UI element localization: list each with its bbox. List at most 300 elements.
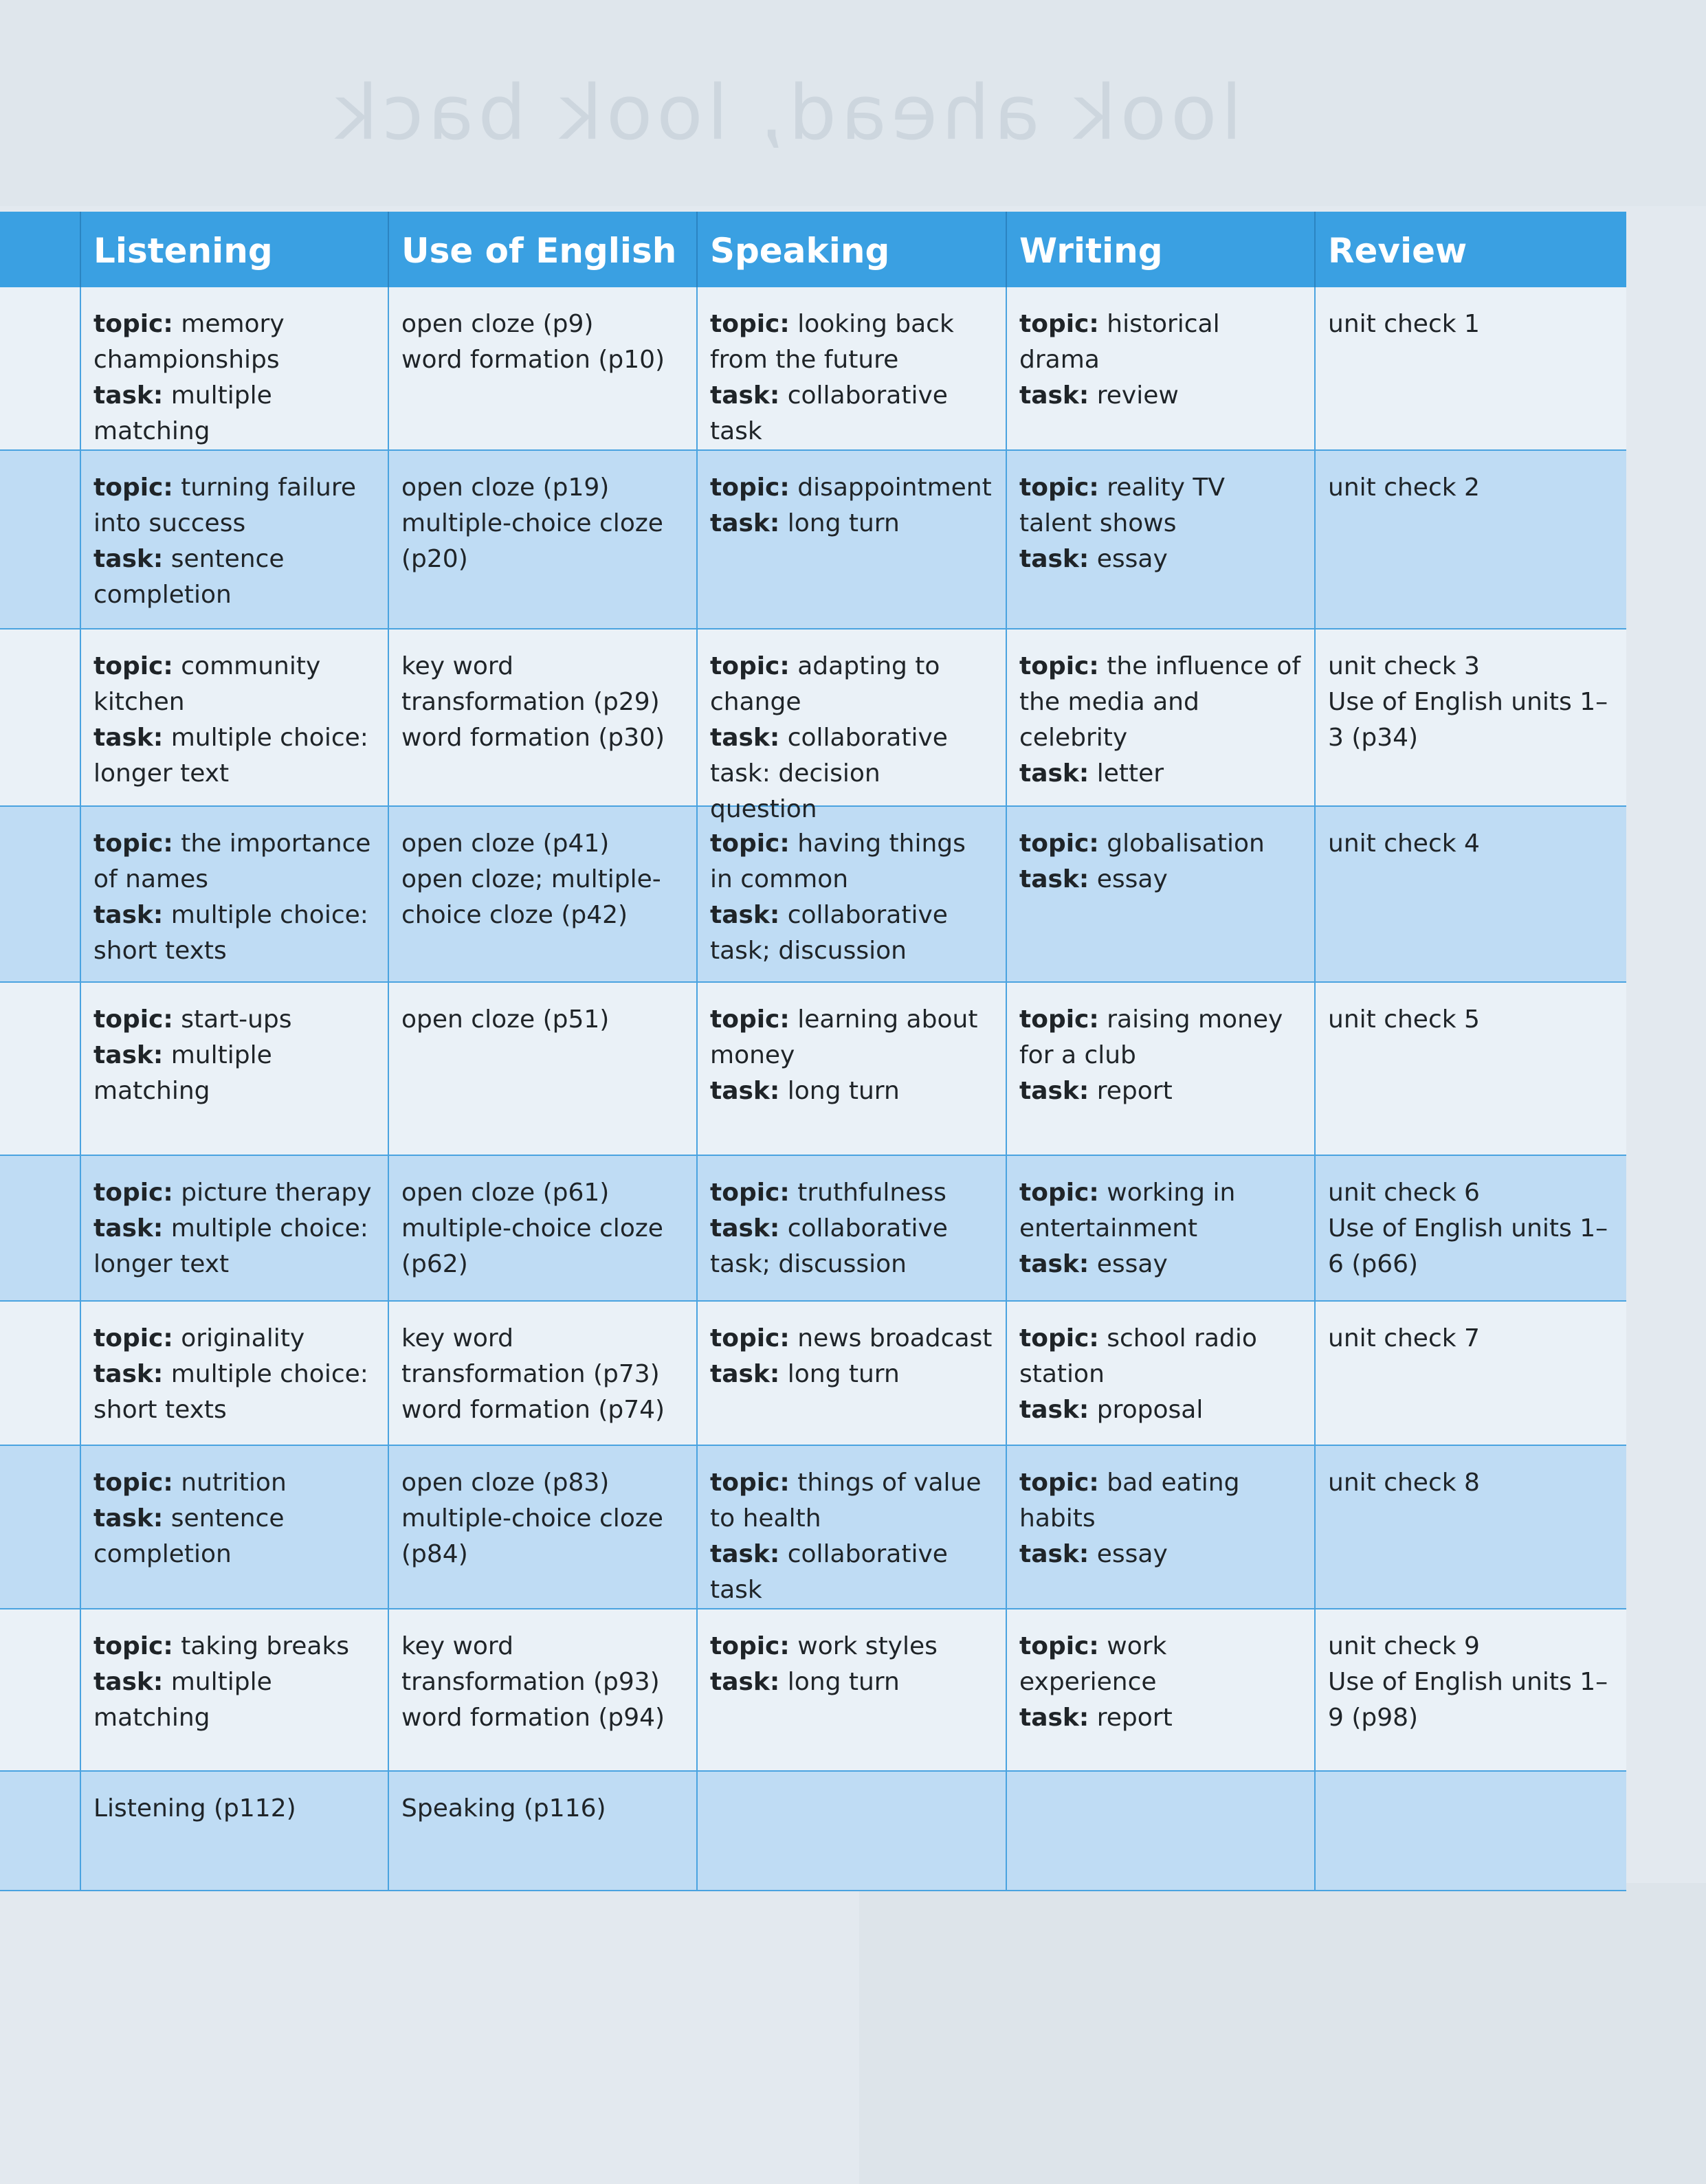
entry-text: truthfulness bbox=[797, 1179, 946, 1207]
header-writing: Writing bbox=[1006, 212, 1314, 287]
entry-text: working in entertainment bbox=[1019, 1179, 1236, 1243]
entry-text: key word transformation (p73) bbox=[401, 1324, 660, 1388]
entry-line bbox=[1328, 1465, 1614, 1501]
cell-writing bbox=[1006, 1772, 1314, 1890]
table-row bbox=[0, 1609, 1626, 1772]
topic-label: topic: bbox=[710, 473, 790, 502]
entry-line bbox=[1328, 307, 1614, 342]
task-label: task: bbox=[710, 509, 780, 537]
task-label: task: bbox=[93, 901, 164, 929]
task-line bbox=[93, 1664, 375, 1736]
table-row bbox=[0, 983, 1626, 1156]
entry-line bbox=[401, 862, 684, 933]
row-spacer bbox=[0, 807, 80, 981]
topic-label: topic: bbox=[1019, 652, 1099, 680]
entry-line bbox=[1328, 470, 1614, 506]
task-label: task: bbox=[710, 1214, 780, 1243]
topic-label: topic: bbox=[93, 1005, 173, 1034]
entry-text: Use of English units 1–9 (p98) bbox=[1328, 1668, 1608, 1732]
cell-use-of-english bbox=[388, 1772, 696, 1890]
entry-text: report bbox=[1096, 1704, 1173, 1732]
entry-text: the influence of the media and celebrity bbox=[1019, 652, 1301, 752]
task-label: task: bbox=[1019, 1540, 1089, 1568]
topic-line bbox=[710, 470, 993, 506]
entry-line bbox=[1328, 684, 1614, 756]
cell-use-of-english bbox=[388, 451, 696, 628]
entry-text: multiple-choice cloze (p84) bbox=[401, 1504, 663, 1568]
task-line bbox=[93, 1501, 375, 1572]
entry-text: multiple-choice cloze (p20) bbox=[401, 509, 663, 573]
entry-text: open cloze (p19) bbox=[401, 473, 610, 502]
cell-listening bbox=[80, 1156, 388, 1300]
cell-writing bbox=[1006, 451, 1314, 628]
entry-text: open cloze (p51) bbox=[401, 1005, 610, 1034]
cell-writing bbox=[1006, 629, 1314, 805]
entry-text: essay bbox=[1096, 545, 1168, 573]
topic-line bbox=[1019, 1465, 1302, 1537]
task-line bbox=[1019, 1392, 1302, 1428]
mirrored-show-through-heading: look ahead, look back bbox=[330, 69, 1243, 157]
task-label: task: bbox=[710, 1668, 780, 1696]
topic-line bbox=[710, 1465, 993, 1537]
entry-line bbox=[401, 1321, 684, 1392]
task-label: task: bbox=[1019, 1077, 1089, 1105]
task-line bbox=[710, 378, 993, 449]
cell-review bbox=[1314, 287, 1626, 449]
topic-line bbox=[710, 307, 993, 378]
entry-text: start-ups bbox=[181, 1005, 292, 1034]
entry-text: essay bbox=[1096, 1250, 1168, 1278]
cell-writing bbox=[1006, 983, 1314, 1155]
topic-line bbox=[93, 1002, 375, 1038]
cell-listening bbox=[80, 451, 388, 628]
entry-line bbox=[401, 1211, 684, 1282]
entry-text: word formation (p30) bbox=[401, 724, 665, 752]
entry-text: unit check 4 bbox=[1328, 829, 1480, 858]
entry-text: work experience bbox=[1019, 1632, 1167, 1696]
unit-planner-table bbox=[0, 212, 1626, 1891]
topic-line bbox=[1019, 1175, 1302, 1247]
cell-review bbox=[1314, 807, 1626, 981]
entry-text: news broadcast bbox=[797, 1324, 993, 1352]
topic-line bbox=[710, 1002, 993, 1073]
table-body bbox=[0, 287, 1626, 1891]
entry-line bbox=[401, 342, 684, 378]
entry-text: multiple choice: short texts bbox=[93, 901, 368, 965]
task-label: task: bbox=[1019, 1704, 1089, 1732]
entry-text: multiple choice: longer text bbox=[93, 724, 368, 788]
cell-writing bbox=[1006, 1446, 1314, 1608]
entry-line bbox=[1328, 1002, 1614, 1038]
entry-text: multiple matching bbox=[93, 1041, 272, 1105]
entry-text: collaborative task: decision question bbox=[710, 724, 948, 823]
task-line bbox=[710, 1357, 993, 1392]
entry-line bbox=[93, 1791, 375, 1827]
cell-use-of-english bbox=[388, 1446, 696, 1608]
task-line bbox=[1019, 542, 1302, 577]
row-spacer bbox=[0, 1302, 80, 1445]
topic-label: topic: bbox=[1019, 1179, 1099, 1207]
entry-text: multiple matching bbox=[93, 1668, 272, 1732]
entry-text: unit check 8 bbox=[1328, 1469, 1480, 1497]
cell-listening bbox=[80, 1609, 388, 1770]
task-label: task: bbox=[1019, 865, 1089, 893]
entry-text: open cloze (p9) bbox=[401, 310, 594, 338]
header-band bbox=[0, 0, 1706, 206]
task-label: task: bbox=[710, 1540, 780, 1568]
topic-label: topic: bbox=[93, 1632, 173, 1660]
topic-line bbox=[1019, 649, 1302, 756]
cell-speaking bbox=[696, 1156, 1006, 1300]
cell-speaking bbox=[696, 1609, 1006, 1770]
entry-text: word formation (p74) bbox=[401, 1396, 665, 1424]
task-label: task: bbox=[93, 545, 164, 573]
entry-text: adapting to change bbox=[710, 652, 940, 716]
entry-line bbox=[401, 1791, 684, 1827]
topic-label: topic: bbox=[1019, 1632, 1099, 1660]
entry-text: unit check 2 bbox=[1328, 473, 1480, 502]
entry-text: sentence completion bbox=[93, 545, 285, 609]
entry-line bbox=[401, 1465, 684, 1501]
cell-use-of-english bbox=[388, 983, 696, 1155]
entry-text: school radio station bbox=[1019, 1324, 1257, 1388]
entry-text: memory championships bbox=[93, 310, 285, 374]
topic-line bbox=[93, 470, 375, 542]
task-label: task: bbox=[93, 1041, 164, 1069]
task-line bbox=[1019, 1700, 1302, 1736]
cell-review bbox=[1314, 1609, 1626, 1770]
header-review: Review bbox=[1314, 212, 1626, 287]
topic-line bbox=[93, 1629, 375, 1664]
table-header bbox=[0, 212, 1626, 287]
entry-text: proposal bbox=[1096, 1396, 1204, 1424]
topic-line bbox=[710, 649, 993, 720]
cell-review bbox=[1314, 1446, 1626, 1608]
topic-line bbox=[93, 307, 375, 378]
table-row bbox=[0, 287, 1626, 451]
entry-line bbox=[401, 1501, 684, 1572]
topic-line bbox=[710, 1175, 993, 1211]
topic-line bbox=[1019, 470, 1302, 542]
topic-label: topic: bbox=[1019, 829, 1099, 858]
entry-text: disappointment bbox=[797, 473, 992, 502]
topic-label: topic: bbox=[710, 829, 790, 858]
entry-text: letter bbox=[1096, 759, 1164, 788]
entry-text: unit check 3 bbox=[1328, 652, 1480, 680]
cell-review bbox=[1314, 629, 1626, 805]
row-spacer bbox=[0, 1772, 80, 1890]
entry-text: looking back from the future bbox=[710, 310, 954, 374]
task-line bbox=[1019, 1247, 1302, 1282]
topic-line bbox=[1019, 1321, 1302, 1392]
topic-line bbox=[93, 649, 375, 720]
cell-speaking bbox=[696, 451, 1006, 628]
row-spacer bbox=[0, 451, 80, 628]
table-row bbox=[0, 807, 1626, 983]
task-line bbox=[93, 1038, 375, 1109]
topic-line bbox=[93, 1465, 375, 1501]
entry-text: essay bbox=[1096, 1540, 1168, 1568]
entry-text: open cloze (p61) bbox=[401, 1179, 610, 1207]
entry-line bbox=[401, 720, 684, 756]
entry-text: unit check 6 bbox=[1328, 1179, 1480, 1207]
entry-text: multiple choice: short texts bbox=[93, 1360, 368, 1424]
entry-text: multiple-choice cloze (p62) bbox=[401, 1214, 663, 1278]
cell-use-of-english bbox=[388, 807, 696, 981]
topic-line bbox=[1019, 1002, 1302, 1073]
entry-text: taking breaks bbox=[181, 1632, 350, 1660]
topic-line bbox=[1019, 307, 1302, 378]
entry-text: picture therapy bbox=[181, 1179, 372, 1207]
entry-line bbox=[1328, 1175, 1614, 1211]
task-line bbox=[1019, 862, 1302, 898]
cell-listening bbox=[80, 287, 388, 449]
entry-text: long turn bbox=[787, 1077, 900, 1105]
topic-label: topic: bbox=[710, 652, 790, 680]
entry-text: nutrition bbox=[181, 1469, 287, 1497]
cell-speaking bbox=[696, 807, 1006, 981]
task-label: task: bbox=[710, 901, 780, 929]
task-label: task: bbox=[1019, 759, 1089, 788]
task-label: task: bbox=[93, 1504, 164, 1533]
task-line bbox=[710, 1537, 993, 1608]
entry-text: collaborative task bbox=[710, 381, 948, 445]
cell-speaking bbox=[696, 983, 1006, 1155]
topic-label: topic: bbox=[93, 1324, 173, 1352]
entry-text: open cloze; multiple-choice cloze (p42) bbox=[401, 865, 661, 929]
topic-label: topic: bbox=[1019, 1324, 1099, 1352]
topic-label: topic: bbox=[1019, 1005, 1099, 1034]
task-line bbox=[93, 898, 375, 969]
entry-text: Use of English units 1–3 (p34) bbox=[1328, 688, 1608, 752]
task-label: task: bbox=[1019, 1396, 1089, 1424]
entry-text: key word transformation (p29) bbox=[401, 652, 660, 716]
entry-line bbox=[1328, 826, 1614, 862]
task-label: task: bbox=[710, 724, 780, 752]
entry-text: word formation (p10) bbox=[401, 346, 665, 374]
entry-text: long turn bbox=[787, 1360, 900, 1388]
cell-use-of-english bbox=[388, 1609, 696, 1770]
entry-text: unit check 9 bbox=[1328, 1632, 1480, 1660]
entry-text: turning failure into success bbox=[93, 473, 356, 537]
topic-label: topic: bbox=[1019, 1469, 1099, 1497]
entry-text: collaborative task bbox=[710, 1540, 948, 1604]
topic-line bbox=[1019, 1629, 1302, 1700]
topic-label: topic: bbox=[93, 652, 173, 680]
header-spacer bbox=[0, 212, 80, 287]
task-label: task: bbox=[93, 381, 164, 410]
header-use-of-english: Use of English bbox=[388, 212, 696, 287]
entry-line bbox=[401, 1700, 684, 1736]
task-line bbox=[93, 542, 375, 613]
topic-label: topic: bbox=[1019, 310, 1099, 338]
entry-text: unit check 7 bbox=[1328, 1324, 1480, 1352]
topic-label: topic: bbox=[93, 1179, 173, 1207]
table-row bbox=[0, 1772, 1626, 1891]
cell-use-of-english bbox=[388, 629, 696, 805]
entry-text: community kitchen bbox=[93, 652, 321, 716]
row-spacer bbox=[0, 287, 80, 449]
entry-text: review bbox=[1096, 381, 1179, 410]
entry-text: having things in common bbox=[710, 829, 966, 893]
task-line bbox=[710, 898, 993, 969]
entry-line bbox=[401, 470, 684, 506]
task-label: task: bbox=[1019, 381, 1089, 410]
cell-speaking bbox=[696, 629, 1006, 823]
topic-label: topic: bbox=[93, 829, 173, 858]
topic-label: topic: bbox=[710, 1005, 790, 1034]
entry-text: unit check 5 bbox=[1328, 1005, 1480, 1034]
cell-listening bbox=[80, 1302, 388, 1445]
row-spacer bbox=[0, 983, 80, 1155]
topic-line bbox=[93, 1321, 375, 1357]
topic-label: topic: bbox=[93, 310, 173, 338]
entry-text: long turn bbox=[787, 1668, 900, 1696]
entry-text: multiple choice: longer text bbox=[93, 1214, 368, 1278]
entry-text: key word transformation (p93) bbox=[401, 1632, 660, 1696]
entry-line bbox=[1328, 1211, 1614, 1282]
cell-writing bbox=[1006, 807, 1314, 981]
task-label: task: bbox=[710, 381, 780, 410]
cell-listening bbox=[80, 807, 388, 981]
header-listening: Listening bbox=[80, 212, 388, 287]
entry-line bbox=[401, 1629, 684, 1700]
entry-line bbox=[401, 506, 684, 577]
topic-label: topic: bbox=[710, 1469, 790, 1497]
table-row bbox=[0, 1446, 1626, 1609]
task-line bbox=[710, 506, 993, 542]
entry-text: historical drama bbox=[1019, 310, 1220, 374]
entry-text: raising money for a club bbox=[1019, 1005, 1283, 1069]
row-spacer bbox=[0, 1609, 80, 1770]
cell-use-of-english bbox=[388, 1302, 696, 1445]
entry-text: long turn bbox=[787, 509, 900, 537]
task-line bbox=[710, 1664, 993, 1700]
entry-text: report bbox=[1096, 1077, 1173, 1105]
entry-text: reality TV talent shows bbox=[1019, 473, 1225, 537]
task-line bbox=[93, 720, 375, 792]
table-row bbox=[0, 629, 1626, 823]
task-line bbox=[1019, 378, 1302, 414]
cell-listening bbox=[80, 1772, 388, 1890]
entry-line bbox=[401, 649, 684, 720]
task-line bbox=[93, 1357, 375, 1428]
entry-text: learning about money bbox=[710, 1005, 978, 1069]
entry-line bbox=[401, 826, 684, 862]
topic-label: topic: bbox=[710, 1179, 790, 1207]
task-label: task: bbox=[93, 1668, 164, 1696]
cell-writing bbox=[1006, 1609, 1314, 1770]
topic-line bbox=[710, 826, 993, 898]
topic-label: topic: bbox=[710, 310, 790, 338]
cell-speaking bbox=[696, 1446, 1006, 1608]
task-line bbox=[93, 378, 375, 449]
entry-text: word formation (p94) bbox=[401, 1704, 665, 1732]
topic-label: topic: bbox=[1019, 473, 1099, 502]
cell-review bbox=[1314, 983, 1626, 1155]
task-label: task: bbox=[93, 1360, 164, 1388]
task-label: task: bbox=[710, 1077, 780, 1105]
topic-label: topic: bbox=[710, 1632, 790, 1660]
entry-line bbox=[401, 1392, 684, 1428]
entry-line bbox=[1328, 649, 1614, 684]
cell-use-of-english bbox=[388, 1156, 696, 1300]
entry-line bbox=[401, 307, 684, 342]
entry-text: multiple matching bbox=[93, 381, 272, 445]
topic-label: topic: bbox=[93, 1469, 173, 1497]
row-spacer bbox=[0, 1156, 80, 1300]
entry-text: open cloze (p41) bbox=[401, 829, 610, 858]
topic-line bbox=[710, 1629, 993, 1664]
entry-text: Listening (p112) bbox=[93, 1794, 296, 1823]
entry-line bbox=[401, 1175, 684, 1211]
entry-text: collaborative task; discussion bbox=[710, 1214, 948, 1278]
entry-text: essay bbox=[1096, 865, 1168, 893]
entry-text: globalisation bbox=[1107, 829, 1265, 858]
task-line bbox=[710, 1211, 993, 1282]
cell-review bbox=[1314, 1302, 1626, 1445]
topic-line bbox=[93, 826, 375, 898]
entry-line bbox=[1328, 1321, 1614, 1357]
topic-line bbox=[710, 1321, 993, 1357]
task-line bbox=[1019, 756, 1302, 792]
row-spacer bbox=[0, 1446, 80, 1608]
cell-review bbox=[1314, 451, 1626, 628]
topic-line bbox=[93, 1175, 375, 1211]
entry-text: open cloze (p83) bbox=[401, 1469, 610, 1497]
cell-listening bbox=[80, 629, 388, 805]
entry-text: Use of English units 1–6 (p66) bbox=[1328, 1214, 1608, 1278]
cell-speaking bbox=[696, 1772, 1006, 1890]
task-label: task: bbox=[1019, 1250, 1089, 1278]
cell-writing bbox=[1006, 1302, 1314, 1445]
entry-text: things of value to health bbox=[710, 1469, 982, 1533]
task-line bbox=[710, 1073, 993, 1109]
entry-text: originality bbox=[181, 1324, 305, 1352]
entry-line bbox=[1328, 1664, 1614, 1736]
task-line bbox=[93, 1211, 375, 1282]
topic-line bbox=[1019, 826, 1302, 862]
entry-line bbox=[1328, 1629, 1614, 1664]
entry-text: bad eating habits bbox=[1019, 1469, 1240, 1533]
table-row bbox=[0, 451, 1626, 629]
task-line bbox=[1019, 1537, 1302, 1572]
header-speaking: Speaking bbox=[696, 212, 1006, 287]
entry-text: unit check 1 bbox=[1328, 310, 1480, 338]
task-line bbox=[1019, 1073, 1302, 1109]
cell-writing bbox=[1006, 287, 1314, 449]
task-label: task: bbox=[93, 1214, 164, 1243]
show-through-area bbox=[859, 1883, 1706, 2184]
entry-text: collaborative task; discussion bbox=[710, 901, 948, 965]
table-row bbox=[0, 1156, 1626, 1302]
entry-text: work styles bbox=[797, 1632, 938, 1660]
entry-text: sentence completion bbox=[93, 1504, 285, 1568]
task-label: task: bbox=[1019, 545, 1089, 573]
cell-listening bbox=[80, 1446, 388, 1608]
table-row bbox=[0, 1302, 1626, 1446]
cell-review bbox=[1314, 1156, 1626, 1300]
entry-text: the importance of names bbox=[93, 829, 371, 893]
task-label: task: bbox=[93, 724, 164, 752]
cell-writing bbox=[1006, 1156, 1314, 1300]
row-spacer bbox=[0, 629, 80, 805]
cell-speaking bbox=[696, 287, 1006, 449]
entry-line bbox=[401, 1002, 684, 1038]
topic-label: topic: bbox=[93, 473, 173, 502]
cell-speaking bbox=[696, 1302, 1006, 1445]
task-label: task: bbox=[710, 1360, 780, 1388]
